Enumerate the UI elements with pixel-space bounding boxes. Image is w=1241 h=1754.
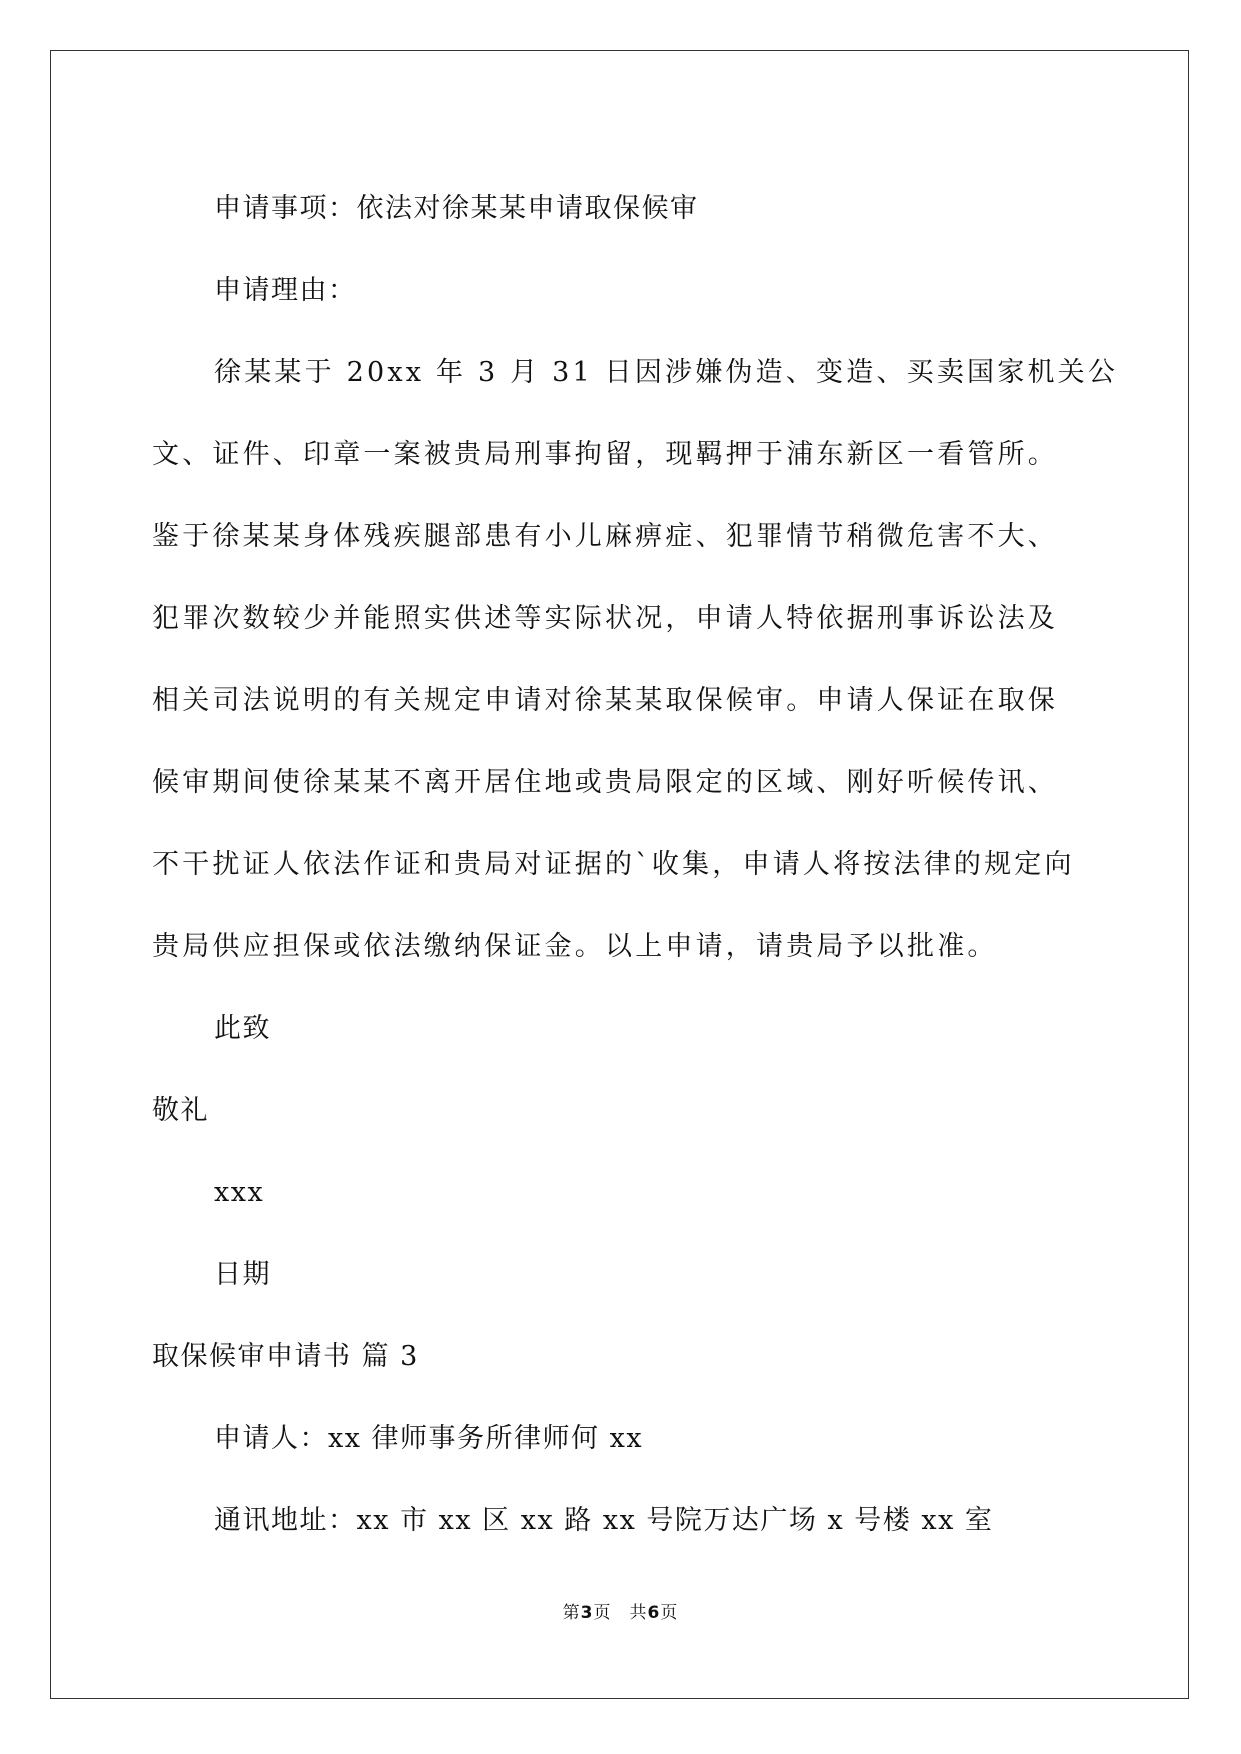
applicant-line: 申请人：xx 律师事务所律师何 xx (214, 1423, 644, 1454)
paragraph-line: 贵局供应担保或依法缴纳保证金。以上申请，请贵局予以批准。 (152, 931, 998, 962)
paragraph-line: 文、证件、印章一案被贵局刑事拘留，现羁押于浦东新区一看管所。 (152, 439, 1058, 470)
closing-regards: 敬礼 (152, 1095, 209, 1126)
current-page-number: 3 (580, 1603, 594, 1623)
application-reason-heading: 申请理由： (214, 275, 357, 306)
footer-prefix: 第 (562, 1603, 581, 1623)
footer-middle: 页 共 (593, 1603, 648, 1623)
application-matter: 申请事项：依法对徐某某申请取保候审 (214, 193, 699, 224)
footer-suffix: 页 (660, 1603, 679, 1623)
paragraph-line: 徐某某于 20xx 年 3 月 31 日因涉嫌伪造、变造、买卖国家机关公 (214, 357, 1119, 388)
document-body (152, 168, 1119, 1562)
closing-salutation: 此致 (214, 1013, 271, 1044)
address-line: 通讯地址：xx 市 xx 区 xx 路 xx 号院万达广场 x 号楼 xx 室 (214, 1505, 994, 1536)
paragraph-line: 相关司法说明的有关规定申请对徐某某取保候审。申请人保证在取保 (152, 685, 1058, 716)
section-title: 取保候审申请书 篇 3 (152, 1341, 419, 1372)
signature-date: 日期 (214, 1259, 271, 1290)
total-pages-number: 6 (647, 1603, 661, 1623)
signature-name: xxx (214, 1177, 265, 1208)
paragraph-line: 候审期间使徐某某不离开居住地或贵局限定的区域、刚好听候传讯、 (152, 767, 1058, 798)
paragraph-line: 鉴于徐某某身体残疾腿部患有小儿麻痹症、犯罪情节稍微危害不大、 (152, 521, 1058, 552)
page-footer (0, 1598, 1241, 1623)
paragraph-line: 犯罪次数较少并能照实供述等实际状况，申请人特依据刑事诉讼法及 (152, 603, 1058, 634)
paragraph-line: 不干扰证人依法作证和贵局对证据的`收集，申请人将按法律的规定向 (152, 849, 1075, 880)
